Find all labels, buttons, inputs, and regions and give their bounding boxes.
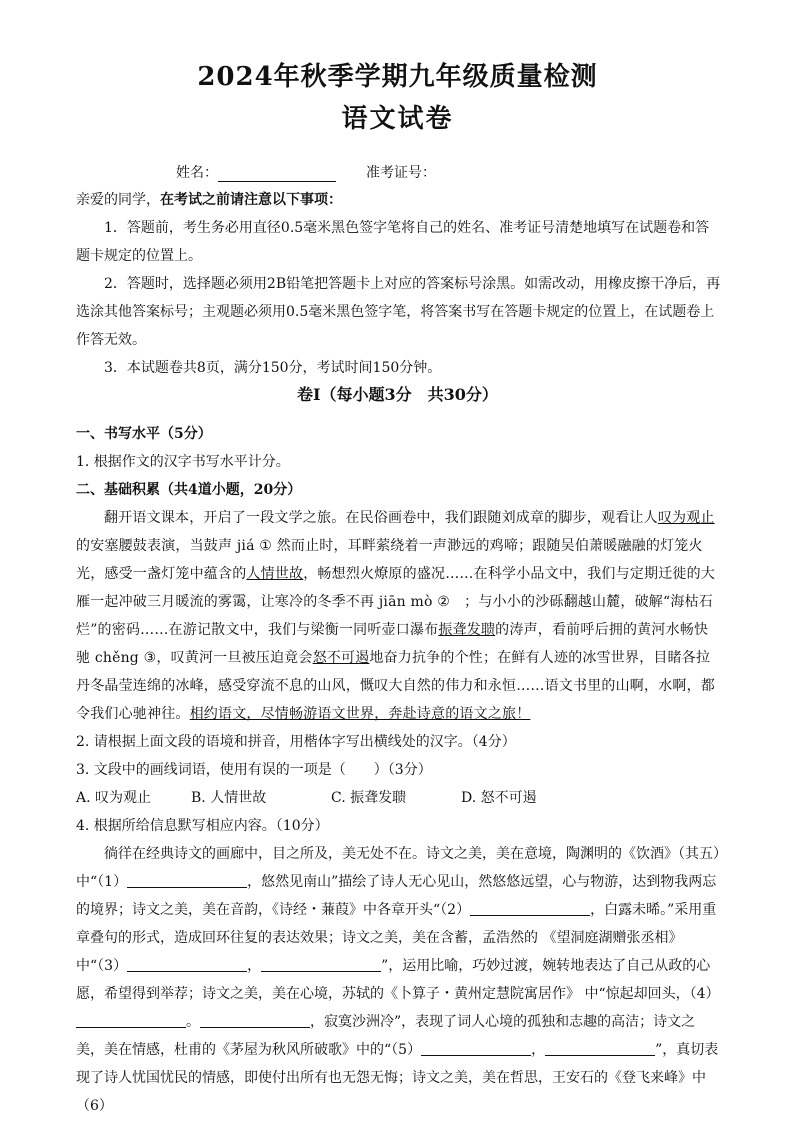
q4-text: ，: [531, 1042, 546, 1058]
question-1: 1. 根据作文的汉字书写水平计分。: [76, 454, 290, 470]
passage-text: ，畅想烈火燎原的盛况……在科学小品文中，我们与定期迁徙的大雁一起冲破三月暖流的雾霭，让寒冷的冬季不再 jiān mò ② ；与小小的沙砾翻越山麓，破解“海枯石烂”的密码……在游记散文中，我们与梁衡一同听壶口瀑布: [76, 566, 716, 638]
underlined-phrase-c: 振聋发聩: [438, 622, 496, 638]
notice-block: [76, 186, 722, 382]
notice-greeting: [76, 186, 722, 214]
passage-text: 翻开语文课本，开启了一段文学之旅。在民俗画卷中，我们跟随刘成章的脚步，观看让人: [104, 510, 658, 526]
passage-text: 地奋力抗争的个性；在鲜有人迹的冰雪世界，目睹各拉丹冬晶莹连绵的冰峰，感受穿流不息的山风，慨叹大自然的伟力和永恒……语文书里的山啊，水啊，都令我们心驰神往。: [76, 650, 715, 722]
underlined-sentence: 相约语文，尽情畅游语文世界，奔赴诗意的语文之旅！: [189, 706, 531, 722]
name-field[interactable]: [218, 167, 336, 182]
notice-item-3: 3．本试题卷共8页，满分150分，考试时间150分钟。: [104, 360, 442, 376]
part2-heading: 二、基础积累（共4道小题，20分）: [76, 482, 302, 498]
option-a: A. 叹为观止: [76, 790, 152, 806]
answer-blank-5b[interactable]: [545, 1041, 655, 1056]
option-d: D. 怒不可遏: [461, 790, 537, 806]
exam-title: 2024年秋季学期九年级质量检测: [197, 62, 598, 92]
q4-text: ”，运用比喻，巧妙过渡，婉转地表达了自己从政的心愿，希望得到举荐；诗文之美，美在心境，苏轼的《卜算子・黄州定慧院寓居作》 中“惊起却回头，（4）: [76, 958, 720, 1002]
q4-text: 徜徉在经典诗文的画廊中，目之所及，美无处不在。诗文之美，美在意境，陶渊明的《饮酒》（其五）中“（1）: [76, 846, 720, 890]
questions-block: [76, 420, 722, 1120]
answer-blank-3b[interactable]: [261, 957, 381, 972]
q4-text: ”，真切表现了诗人忧国忧民的情感，即使付出所有也无怨无悔；诗文之美，美在哲思，王安石的《登飞来峰》中（6）: [76, 1042, 719, 1114]
question-4: 4. 根据所给信息默写相应内容。（10分）: [76, 818, 329, 834]
option-c: C. 振聋发聩: [331, 790, 407, 806]
underlined-phrase-b: 人情世故: [246, 566, 304, 582]
section-title: 卷Ⅰ（每小题3分 共30分）: [297, 385, 498, 404]
q4-text: 。: [186, 1014, 200, 1030]
q4-text: ，寂寞沙洲冷”，表现了词人心境的孤独和志趣的高洁；诗文之美，美在情感，杜甫的《茅屋为秋风所破歌》中的“（5）: [76, 1014, 696, 1058]
id-label: 准考证号：: [366, 165, 436, 181]
exam-subtitle: 语文试卷: [341, 104, 454, 134]
passage-text: 的安塞腰鼓表演，当鼓声 jiá ① 然而止时，耳畔萦绕着一声渺远的鸡啼；跟随吴伯萧暖融融的灯笼火光，感受一盏灯笼中蕴含的: [76, 538, 703, 582]
answer-blank-4b[interactable]: [200, 1013, 310, 1028]
greeting-bold-text: 在考试之前请注意以下事项：: [160, 192, 342, 208]
passage: [76, 504, 722, 728]
option-b: B. 人情世故: [191, 790, 267, 806]
q4-text: ，: [247, 958, 262, 974]
answer-blank-1[interactable]: [127, 873, 247, 888]
underlined-phrase-d: 怒不可遏: [312, 650, 370, 666]
answer-blank-3a[interactable]: [127, 957, 247, 972]
question-3: 3. 文段中的画线词语，使用有误的一项是（ ）（3分）: [76, 762, 432, 778]
part1-heading: 一、书写水平（5分）: [76, 426, 212, 442]
greeting-text: 亲爱的同学，: [76, 192, 160, 208]
answer-blank-4a[interactable]: [76, 1013, 186, 1028]
question-4-passage: [76, 840, 722, 1120]
q4-text: ，白露未晞。”采用重章叠句的形式，造成回环往复的表达效果；诗文之美，美在含蓄，孟浩然的 《望洞庭湖赠张丞相》 中“（3）: [76, 902, 717, 974]
name-label: 姓名：: [176, 165, 218, 181]
answer-blank-5a[interactable]: [421, 1041, 531, 1056]
underlined-phrase-a: 叹为观止: [657, 510, 715, 526]
identity-line: [176, 162, 436, 182]
question-2: 2. 请根据上面文段的语境和拼音，用楷体字写出横线处的汉字。（4分）: [76, 734, 516, 750]
question-3-options: [76, 784, 722, 812]
passage-text: 的涛声，看前呼后拥的黄河水畅快驰 chěng ③，叹黄河一旦被压迫竟会: [76, 622, 709, 666]
notice-item-1: 1．答题前，考生务必用直径0.5毫米黑色签字笔将自己的姓名、准考证号清楚地填写在试题卷和答题卡规定的位置上。: [76, 220, 710, 264]
answer-blank-2[interactable]: [470, 901, 590, 916]
notice-item-2: 2．答题时，选择题必须用2B铅笔把答题卡上对应的答案标号涂黑。如需改动，用橡皮擦干净后，再选涂其他答案标号；主观题必须用0.5毫米黑色签字笔，将答案书写在答题卡规定的位置上，在试题卷上作答无效。: [76, 276, 721, 348]
q4-text: ，悠然见南山”描绘了诗人无心见山，然悠悠远望，心与物游，达到物我两忘的境界；诗文之美，美在音韵，《诗经・蒹葭》中各章开头“（2）: [76, 874, 717, 918]
